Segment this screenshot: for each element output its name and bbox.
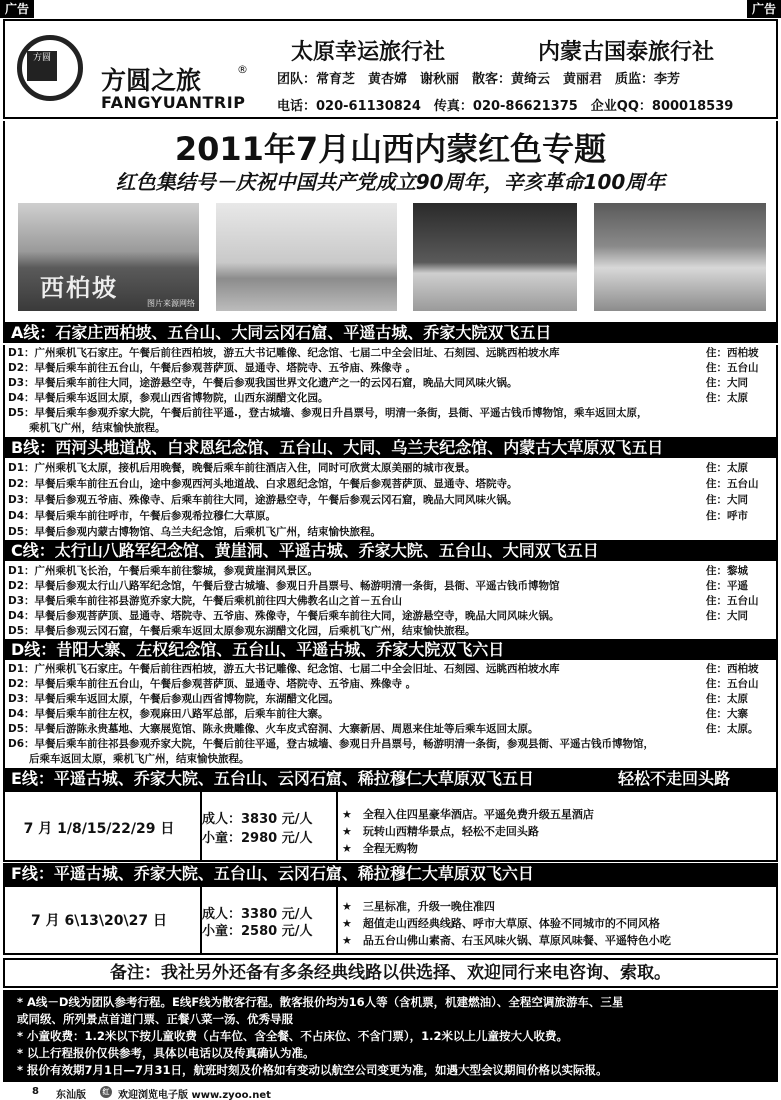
route-f-dates: 7 月 6\13\20\27 日: [31, 913, 167, 929]
route-a-day-4: D4：早餐后乘车返回太原，参观山西省博物院，山西东湖醋文化园。: [8, 392, 329, 404]
page-title: 2011年7月山西内蒙红色专题: [174, 130, 607, 168]
note-line-4: * 以上行程报价仅供参考，具体以电话以及传真确认为准。: [17, 1046, 315, 1060]
photo-memorial-gate: [216, 203, 397, 311]
photo-memorial-stele: [594, 203, 766, 311]
route-f-feature-2: ★ 超值走山西经典线路、呼市大草原、体验不同城市的不同风格: [342, 917, 660, 930]
staff-line: 团队：常育芝 黄杏嫦 谢秋丽 散客：黄绮云 黄丽君 质监：李芳: [277, 72, 681, 87]
route-d-day-6: D6：早餐后乘车前往祁县参观乔家大院，午餐后前往平遥，登古城墙、参观日升昌票号，畅游明清一条街，参观县衙、平遥古钱币博物馆，: [8, 738, 655, 750]
footer-logo-icon: 红: [100, 1086, 112, 1098]
route-b-day-3: D3：早餐后参观五爷庙、殊像寺、后乘车前往大同，途游悬空寺，午餐后参观云冈石窟，晚品大同风味火锅。: [8, 494, 518, 506]
agency-name-neimenggu: 内蒙古国泰旅行社: [538, 40, 715, 65]
route-b-stay-2: 住：五台山: [706, 478, 759, 490]
agency-header: [3, 19, 778, 119]
route-d-day-3: D3：早餐后乘车返回太原，午餐后参观山西省博物院，东湖醋文化园。: [8, 693, 340, 705]
route-b-day-4: D4：早餐后乘车前往呼市，午餐后参观希拉穆仁大草原。: [8, 510, 277, 522]
photo-caption: 图片来源网络: [147, 299, 195, 308]
route-a-day-2: D2：早餐后乘车前往五台山，午餐后参观菩萨顶、显通寺、塔院寺、五爷庙、殊像寺 。: [8, 362, 417, 374]
route-e-slogan: 轻松不走回头路: [618, 769, 731, 788]
top-ad-bar: [0, 0, 781, 18]
registered-mark: ®: [237, 63, 248, 76]
route-c-day-3: D3：早餐后乘车前往祁县游览乔家大院，午餐后乘机前往四大佛教名山之首－五台山: [8, 595, 403, 607]
route-d-title: D线：昔阳大寨、左权纪念馆、五台山、平遥古城、乔家大院双飞六日: [3, 639, 778, 660]
route-d-day-1: D1：广州乘机飞石家庄。午餐后前往西柏坡，游五大书记雕像、纪念馆、七届二中全会旧址、石刻园、远眺西柏坡水库: [8, 663, 560, 675]
route-c-day-5: D5：早餐后参观云冈石窟，午餐后乘车返回太原参观东湖醋文化园，后乘机飞广州，结束愉快旅程。: [8, 625, 476, 637]
route-b-day-2: D2：早餐后乘车前往五台山，途中参观西河头地道战、白求恩纪念馆，午餐后参观菩萨顶、显通寺、塔院寺。: [8, 478, 518, 490]
route-a-day-5-cont: 乘机飞广州，结束愉快旅程。: [8, 422, 166, 434]
route-a-stay-2: 住：五台山: [706, 362, 759, 374]
note-line-3: * 小童收费：1.2米以下按儿童收费（占车位、含全餐、不占床位、不含门票），1.2米以上儿童按大人收费。: [17, 1029, 569, 1043]
route-a-stay-3: 住：大同: [706, 377, 748, 389]
route-e-child-price: 小童：2980 元/人: [202, 831, 313, 846]
page-subtitle: 红色集结号－庆祝中国共产党成立90周年，辛亥革命100周年: [115, 170, 666, 194]
logo-seal: 方圆: [27, 51, 57, 81]
route-e-feature-1: ★ 全程入住四星豪华酒店。平遥免费升级五星酒店: [342, 808, 594, 821]
route-a-day-3: D3：早餐后乘车前往大同，途游悬空寺，午餐后参观我国世界文化遗产之一的云冈石窟，晚品大同风味火锅。: [8, 377, 518, 389]
route-d-stay-5: 住：太原。: [706, 723, 759, 735]
route-f-feature-1: ★ 三星标准，升级一晚住准四: [342, 900, 495, 913]
route-c-stay-2: 住：平遥: [706, 580, 748, 592]
note-line-2: 或同级、所列景点首道门票、正餐八菜一汤、优秀导服: [17, 1012, 293, 1026]
ad-label-left: 广告: [0, 0, 34, 18]
route-d-day-4: D4：早餐后乘车前往左权，参观麻田八路军总部，后乘车前往大寨。: [8, 708, 329, 720]
route-b-stay-3: 住：大同: [706, 494, 748, 506]
edition-label: 东汕版: [56, 1090, 86, 1100]
route-f-child-price: 小童：2580 元/人: [202, 924, 313, 939]
route-b-day-1: D1：广州乘机飞太原，接机后用晚餐，晚餐后乘车前往酒店入住，同时可欣赏太原美丽的城市夜景。: [8, 462, 476, 474]
route-f-adult-price: 成人：3380 元/人: [202, 907, 313, 922]
photo-monument-square: [413, 203, 577, 311]
route-a-stay-1: 住：西柏坡: [706, 347, 759, 359]
route-d-day-2: D2：早餐后乘车前往五台山，午餐后参观菩萨顶、显通寺、塔院寺、五爷庙、殊像寺 。: [8, 678, 417, 690]
route-d-stay-3: 住：太原: [706, 693, 748, 705]
route-b-title: B线：西河头地道战、白求恩纪念馆、五台山、大同、乌兰夫纪念馆、内蒙古大草原双飞五日: [3, 437, 778, 458]
note-line-5: * 报价有效期7月1日—7月31日，航班时刻及价格如有变动以航空公司变更为准，如遇大型会议期间价格以实际报。: [17, 1063, 608, 1077]
route-c-day-4: D4：早餐后参观菩萨顶、显通寺、塔院寺、五爷庙、殊像寺，午餐后乘车前往大同，途游悬空寺，晚品大同风味火锅。: [8, 610, 560, 622]
ad-label-right: 广告: [747, 0, 781, 18]
brand-name-en: FANGYUANTRIP: [101, 93, 246, 112]
route-e-feature-3: ★ 全程无购物: [342, 842, 418, 855]
route-c-stay-1: 住：黎城: [706, 565, 748, 577]
route-f-feature-3: ★ 品五台山佛山素斋、右玉风味火锅、草原风味餐、平遥特色小吃: [342, 934, 671, 947]
route-e-adult-price: 成人：3830 元/人: [202, 812, 313, 827]
route-c-day-1: D1：广州乘机飞长治，午餐后乘车前往黎城，参观黄崖洞风景区。: [8, 565, 319, 577]
photo-text: 西柏坡: [40, 274, 118, 302]
route-b-stay-4: 住：呼市: [706, 510, 748, 522]
route-d-stay-2: 住：五台山: [706, 678, 759, 690]
agency-name-taiyuan: 太原幸运旅行社: [291, 40, 446, 65]
route-c-day-2: D2：早餐后参观太行山八路军纪念馆，午餐后登古城墙、参观日升昌票号、畅游明清一条街，县衙、平遥古钱币博物馆: [8, 580, 560, 592]
route-d-stay-4: 住：大寨: [706, 708, 748, 720]
route-a-day-1: D1：广州乘机飞石家庄。午餐后前往西柏坡，游五大书记雕像、纪念馆、七届二中全会旧址、石刻园、远眺西柏坡水库: [8, 347, 560, 359]
route-a-stay-4: 住：太原: [706, 392, 748, 404]
route-b-stay-1: 住：太原: [706, 462, 748, 474]
remark-bar: 备注：我社另外还备有多条经典线路以供选择、欢迎同行来电咨询、索取。: [3, 958, 778, 988]
notes-panel: [3, 990, 778, 1082]
route-b-day-5: D5：早餐后参观内蒙古博物馆、乌兰夫纪念馆，后乘机飞广州，结束愉快旅程。: [8, 526, 382, 538]
route-d-stay-1: 住：西柏坡: [706, 663, 759, 675]
route-e-dates: 7 月 1/8/15/22/29 日: [23, 821, 175, 837]
contact-line: 电话：020-61130824 传真：020-86621375 企业QQ：800018539: [277, 99, 734, 114]
route-e-feature-2: ★ 玩转山西精华景点，轻松不走回头路: [342, 825, 539, 838]
route-e-title: [3, 768, 778, 790]
page-footer: [0, 1083, 781, 1100]
route-d-day-6-cont: 后乘车返回太原，乘机飞广州，结束愉快旅程。: [8, 753, 250, 765]
page-number: 8: [32, 1086, 39, 1097]
route-d-day-5: D5：早餐后游陈永贵墓地、大寨展览馆、陈永贵雕像、火车皮式窑洞、大寨新居、周恩来住址等后乘车返回太原。: [8, 723, 539, 735]
route-c-stay-4: 住：大同: [706, 610, 748, 622]
brand-name-cn: 方圆之旅: [101, 66, 202, 95]
route-a-day-5: D5：早餐后乘车参观乔家大院，午餐后前往平遥.，登古城墙、参观日升昌票号，明清一条街，县衙、平遥古钱币博物馆，乘车返回太原，: [8, 407, 648, 419]
route-a-title: A线：石家庄西柏坡、五台山、大同云冈石窟、平遥古城、乔家大院双飞五日: [3, 322, 778, 343]
note-line-1: * A线－D线为团队参考行程。E线F线为散客行程。散客报价均为16人等（含机票，机建燃油）、全程空调旅游车、三星: [17, 995, 624, 1009]
footer-website-text[interactable]: 欢迎浏览电子版 www.zyoo.net: [118, 1090, 271, 1100]
route-c-title: C线：太行山八路军纪念馆、黄崖洞、平遥古城、乔家大院、五台山、大同双飞五日: [3, 540, 778, 561]
route-e-title-text: E线：平遥古城、乔家大院、五台山、云冈石窟、稀拉穆仁大草原双飞五日: [11, 769, 534, 788]
route-c-stay-3: 住：五台山: [706, 595, 759, 607]
route-f-title: F线：平遥古城、乔家大院、五台山、云冈石窟、稀拉穆仁大草原双飞六日: [3, 863, 778, 885]
photo-xibaipo: [18, 203, 199, 311]
